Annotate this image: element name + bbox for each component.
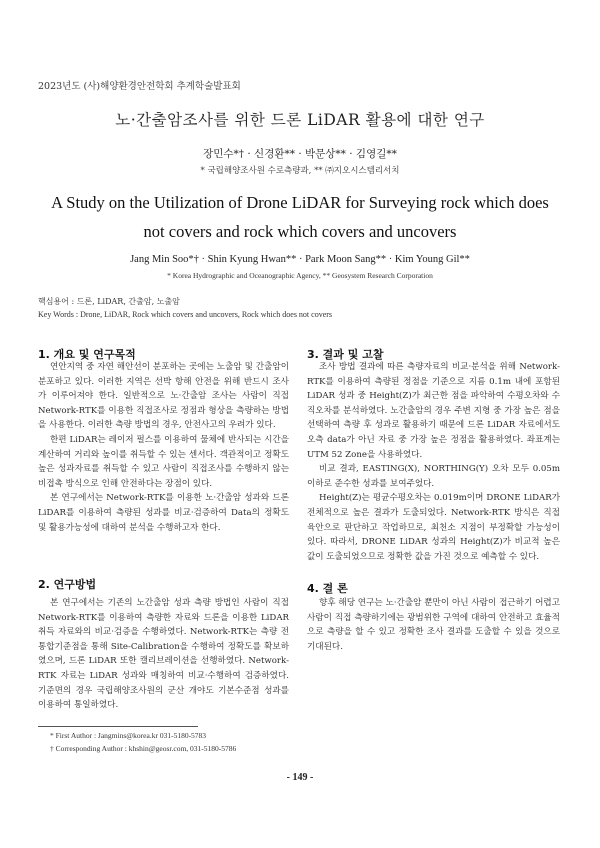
section-heading-overview: 1. 개요 및 연구목적 bbox=[38, 348, 136, 361]
section-heading-methods: 2. 연구방법 bbox=[38, 578, 97, 591]
paragraph: 한편 LiDAR는 레이저 펄스를 이용하여 물체에 반사되는 시간을 계산하여 거리와 높이를 취득할 수 있는 센서다. 객관적이고 정확도 높은 성과자료를 취득할 수 있고 사람이 직접조사를 수행하지 않는 비접촉 방식으로 인해 안전하다는 장점이 있다. bbox=[38, 434, 289, 489]
affiliations-korean: * 국립해양조사원 수로측량과, ** ㈜지오시스템리서치 bbox=[200, 166, 400, 176]
section-heading-conclusion: 4. 결 론 bbox=[307, 582, 348, 595]
section-body-conclusion bbox=[307, 596, 560, 654]
paragraph: 본 연구에서는 Network-RTK를 이용한 노·간출암 성과와 드론LiDAR를 이용하여 측량된 성과를 비교·검증하여 Data의 정확도 및 활용가능성에 대하여 분석을 수행하고자 한다. bbox=[38, 493, 289, 533]
section-heading-results: 3. 결과 및 고찰 bbox=[307, 348, 384, 361]
paragraph: Height(Z)는 평균수평오차는 0.019m이며 DRONE LiDAR가 전체적으로 높은 결과가 도출되었다. Network-RTK 방식은 직접 육안으로 판단하고 작업하므로, 최천소 지점이 부정확할 가능성이 있다. 따라서, DRONE LiDAR 성과의 Height(Z)가 비교적 높은 값이 도출되었으므로 정확한 값을 가진 것으로 예측할 수 있다. bbox=[307, 493, 560, 562]
authors-korean: 장민수*† · 신경환** · 박문상** · 김영길** bbox=[203, 148, 397, 160]
page-number: - 149 - bbox=[286, 772, 314, 783]
authors-english: Jang Min Soo*† · Shin Kyung Hwan** · Park Moon Sang** · Kim Young Gil** bbox=[130, 254, 470, 265]
footnote-divider bbox=[38, 726, 198, 727]
paragraph: 본 연구에서는 기존의 노간출암 성과 측량 방법인 사람이 직접 Network-RTK를 이용하여 측량한 자료와 드론을 이용한 LiDAR 취득 자료와의 비교·검증을 수행하였다. Network-RTK는 측량 전 통합기준점을 통해 Site-Calibration을 수행하여 정확도를 확보하였으며, 드론 LiDAR 또한 캘리브레이션을 선행하였다. Network-RTK 자료는 LiDAR 성과와 매칭하여 비교·수행하여 검증하였다. 기준면의 경우 국립해양조사원의 군산 개야도 기본수준점 성과를 이용하여 통일하였다. bbox=[38, 598, 289, 711]
title-english: A Study on the Utilization of Drone LiDAR for Surveying rock which does not covers and rock which covers and uncovers bbox=[51, 193, 549, 241]
title-korean: 노·간출암조사를 위한 드론 LiDAR 활용에 대한 연구 bbox=[115, 111, 485, 129]
section-body-results bbox=[307, 360, 560, 564]
footnote-first-author: * First Author : Jangmins@korea.kr 031-5180-5783 bbox=[50, 731, 207, 740]
conference-header: 2023년도 (사)해양환경안전학회 추계학술발표회 bbox=[38, 81, 241, 92]
paragraph: 연안지역 중 자연 해안선이 분포하는 곳에는 노출암 및 간출암이 분포하고 있다. 이러한 지역은 선박 항해 안전을 위해 반드시 조사가 이루어져야 한다. 일반적으로 노·간출암 조사는 사람이 직접 Network-RTK를 이용한 직접조사로 정점과 형상을 측량하는 방법을 사용한다. 이러한 측량 방법의 경우, 안전사고의 우려가 있다. bbox=[38, 362, 289, 431]
affiliations-english: * Korea Hydrographic and Oceanographic Agency, ** Geosystem Research Corporation bbox=[167, 271, 433, 280]
paragraph: 향후 해당 연구는 노·간출암 뿐만이 아닌 사람이 접근하기 어렵고 사람이 직접 측량하기에는 광범위한 구역에 대하여 안전하고 효율적으로 측량을 할 수 있고 정확한 조사 결과를 도출할 수 있을 것으로 기대된다. bbox=[307, 598, 560, 652]
keywords-english: Key Words : Drone, LiDAR, Rock which covers and uncovers, Rock which does not covers bbox=[38, 310, 333, 319]
paragraph: 비교 결과, EASTING(X), NORTHING(Y) 오차 모두 0.05m 이하로 준수한 성과를 보여주었다. bbox=[307, 464, 560, 489]
footnote-corresponding-author: † Corresponding Author : khshin@geosr.com, 031-5180-5786 bbox=[50, 744, 237, 753]
section-body-overview bbox=[38, 360, 289, 535]
section-body-methods bbox=[38, 596, 289, 713]
keywords-korean: 핵심용어 : 드론, LiDAR, 간출암, 노출암 bbox=[38, 297, 180, 306]
paragraph: 조사 방법 결과에 따른 측량자료의 비교·분석을 위해 Network-RTK를 이용하여 측량된 정점을 기준으로 지름 0.1m 내에 포함된 LiDAR 성과 중 Height(Z)가 최근한 점을 파악하여 수평오차와 수직오차를 분석하였다. 노간출암의 경우 주변 지형 중 가장 높은 점을 선택하여 측량 후 성과로 활용하기 때문에 드론 LiDAR 자료에서도 오측 data가 아닌 자료 중 가장 높은 정점을 활용하였다. 좌표계는 UTM 52 Zone을 사용하였다. bbox=[307, 362, 560, 460]
